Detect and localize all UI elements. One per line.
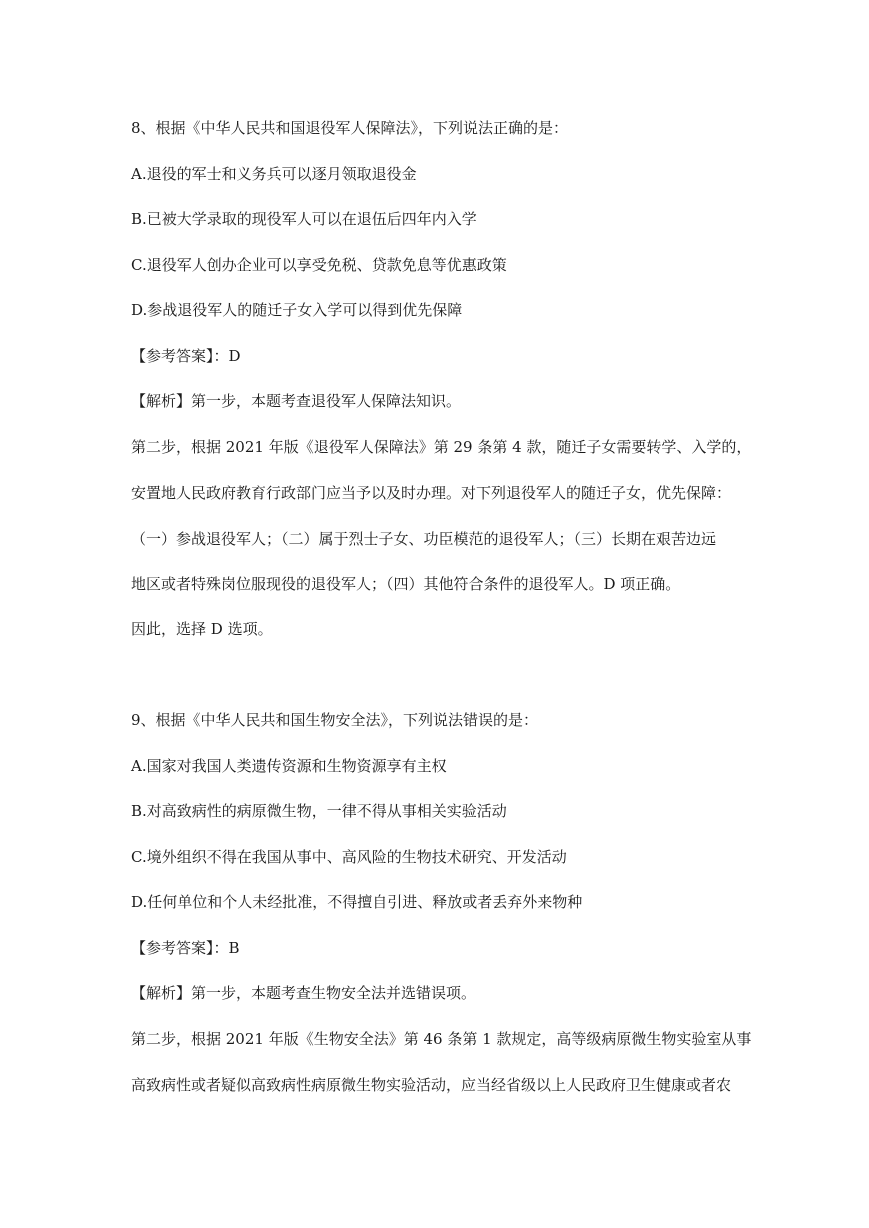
question-9-analysis-line: 【解析】第一步，本题考查生物安全法并选错误项。 [131,984,477,1002]
question-8-option-c: C.退役军人创办企业可以享受免税、贷款免息等优惠政策 [131,256,507,274]
question-8-analysis-line: 第二步，根据 2021 年版《退役军人保障法》第 29 条第 4 款，随迁子女需要转学、入学的， [131,438,752,456]
question-8-option-b: B.已被大学录取的现役军人可以在退伍后四年内入学 [131,210,477,228]
question-8-conclusion: 因此，选择 D 选项。 [131,620,273,638]
question-8-analysis-line: 地区或者特殊岗位服现役的退役军人；（四）其他符合条件的退役军人。D 项正确。 [131,575,681,593]
question-9-option-a: A.国家对我国人类遗传资源和生物资源享有主权 [131,757,447,775]
question-9-analysis-line: 高致病性或者疑似高致病性病原微生物实验活动，应当经省级以上人民政府卫生健康或者农 [131,1076,732,1094]
question-8-option-d: D.参战退役军人的随迁子女入学可以得到优先保障 [131,301,463,319]
question-9-option-c: C.境外组织不得在我国从事中、高风险的生物技术研究、开发活动 [131,848,567,866]
question-8-analysis-line: 安置地人民政府教育行政部门应当予以及时办理。对下列退役军人的随迁子女，优先保障： [131,484,732,502]
question-8-analysis-line: （一）参战退役军人；（二）属于烈士子女、功臣模范的退役军人；（三）长期在艰苦边远 [131,530,717,548]
question-9-option-b: B.对高致病性的病原微生物，一律不得从事相关实验活动 [131,802,507,820]
question-8-analysis-line: 【解析】第一步，本题考查退役军人保障法知识。 [131,392,462,410]
question-8-stem: 8、根据《中华人民共和国退役军人保障法》，下列说法正确的是： [131,119,569,137]
question-8-option-a: A.退役的军士和义务兵可以逐月领取退役金 [131,165,417,183]
question-9-analysis-line: 第二步，根据 2021 年版《生物安全法》第 46 条第 1 款规定，高等级病原微生物实验室从事 [131,1030,752,1048]
question-9-stem: 9、根据《中华人民共和国生物安全法》，下列说法错误的是： [131,711,539,729]
question-9-option-d: D.任何单位和个人未经批准，不得擅自引进、释放或者丢弃外来物种 [131,893,583,911]
question-8-answer: 【参考答案】：D [131,347,241,365]
question-9-answer: 【参考答案】：B [131,939,240,957]
